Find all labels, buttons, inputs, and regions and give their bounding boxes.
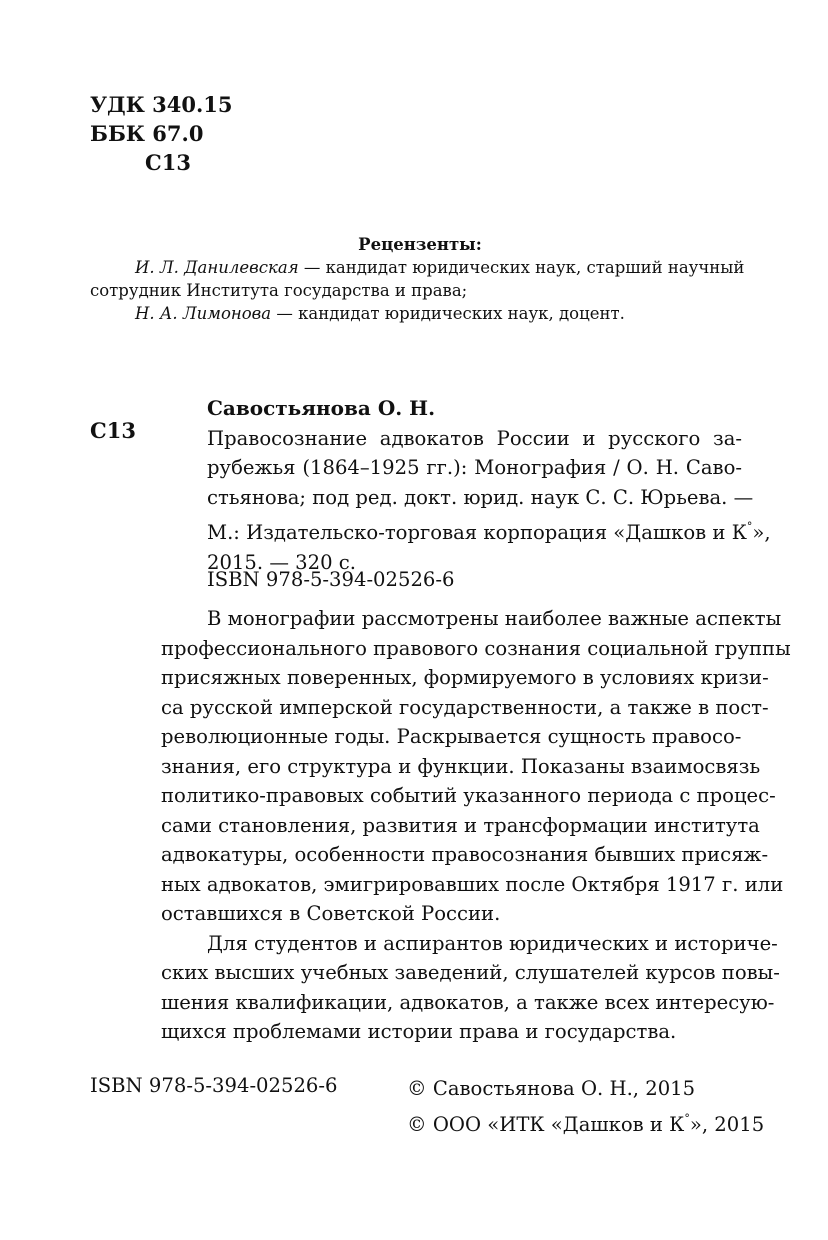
audience-line: Для студентов и аспирантов юридических и историче- bbox=[207, 931, 778, 955]
footer-isbn: ISBN 978-5-394-02526-6 bbox=[90, 1074, 338, 1097]
abstract-line: политико-правовых событий указанного периода с процес- bbox=[161, 784, 776, 807]
audience-line: шения квалификации, адвокатов, а также всех интересую- bbox=[161, 990, 775, 1014]
reviewer-1-text: — кандидат юридических наук, старший научный bbox=[298, 258, 745, 277]
bibliographic-description bbox=[207, 424, 771, 578]
reviewers-title: Рецензенты: bbox=[358, 235, 482, 254]
biblio-line-publisher bbox=[207, 512, 771, 548]
reviewer-2 bbox=[90, 302, 750, 325]
copyright-block bbox=[407, 1074, 764, 1140]
abstract-line: оставшихся в Советской России. bbox=[161, 902, 501, 925]
abstract-line: знания, его структура и функции. Показаны взаимосвязь bbox=[161, 754, 761, 778]
abstract-line: В монографии рассмотрены наиболее важные аспекты bbox=[207, 607, 782, 630]
author-mark: С13 bbox=[145, 150, 191, 175]
classification-block bbox=[90, 90, 233, 177]
biblio-line: рубежья (1864–1925 гг.): Монография / О. Н. Саво- bbox=[207, 456, 742, 479]
biblio-line: 2015. — 320 с. bbox=[207, 550, 356, 574]
copyright-publisher bbox=[407, 1104, 764, 1140]
reviewer-1-name: И. Л. Данилевская bbox=[135, 258, 299, 277]
abstract-line: профессионального правового сознания социальной группы bbox=[161, 636, 791, 660]
abstract-line: ных адвокатов, эмигрировавших после Октября 1917 г. или bbox=[161, 872, 784, 896]
abstract-line: сами становления, развития и трансформации института bbox=[161, 813, 760, 837]
reviewer-1 bbox=[90, 256, 750, 279]
side-author-mark: С13 bbox=[90, 418, 136, 443]
abstract-line: адвокатуры, особенности правосознания бывших присяж- bbox=[161, 843, 769, 866]
reviewer-2-name: Н. А. Лимонова bbox=[135, 304, 272, 323]
biblio-line: стьянова; под ред. докт. юрид. наук С. С. Юрьева. — bbox=[207, 485, 754, 509]
publisher-suffix: », bbox=[752, 521, 771, 544]
bibliographic-entry bbox=[207, 394, 771, 577]
abstract-line: присяжных поверенных, формируемого в условиях кризи- bbox=[161, 666, 769, 689]
reviewer-1-continuation: сотрудник Института государства и права; bbox=[90, 281, 468, 300]
degree-mark: ° bbox=[746, 520, 753, 533]
publisher-text: М.: Издательско-торговая корпорация «Дашков и К bbox=[207, 521, 747, 544]
abstract-line: революционные годы. Раскрывается сущность правосо- bbox=[161, 725, 742, 748]
isbn-main: ISBN 978-5-394-02526-6 bbox=[207, 568, 455, 591]
reviewer-2-text: — кандидат юридических наук, доцент. bbox=[271, 304, 625, 323]
udk-code: УДК 340.15 bbox=[90, 92, 233, 117]
reviewers-block bbox=[90, 233, 750, 325]
copyright-author: © Савостьянова О. Н., 2015 bbox=[407, 1077, 696, 1100]
copyright-publisher-suffix: », 2015 bbox=[689, 1113, 765, 1136]
abstract-block bbox=[161, 604, 791, 1047]
copyright-publisher-text: © ООО «ИТК «Дашков и К bbox=[407, 1113, 685, 1136]
biblio-line: Правосознание адвокатов России и русского за- bbox=[207, 426, 742, 450]
degree-mark: ° bbox=[684, 1112, 690, 1125]
abstract-line: са русской имперской государственности, а также в пост- bbox=[161, 695, 769, 719]
audience-line: щихся проблемами истории права и государства. bbox=[161, 1020, 677, 1043]
book-author: Савостьянова О. Н. bbox=[207, 396, 436, 420]
audience-line: ских высших учебных заведений, слушателей курсов повы- bbox=[161, 961, 780, 984]
bbk-code: ББК 67.0 bbox=[90, 121, 204, 146]
